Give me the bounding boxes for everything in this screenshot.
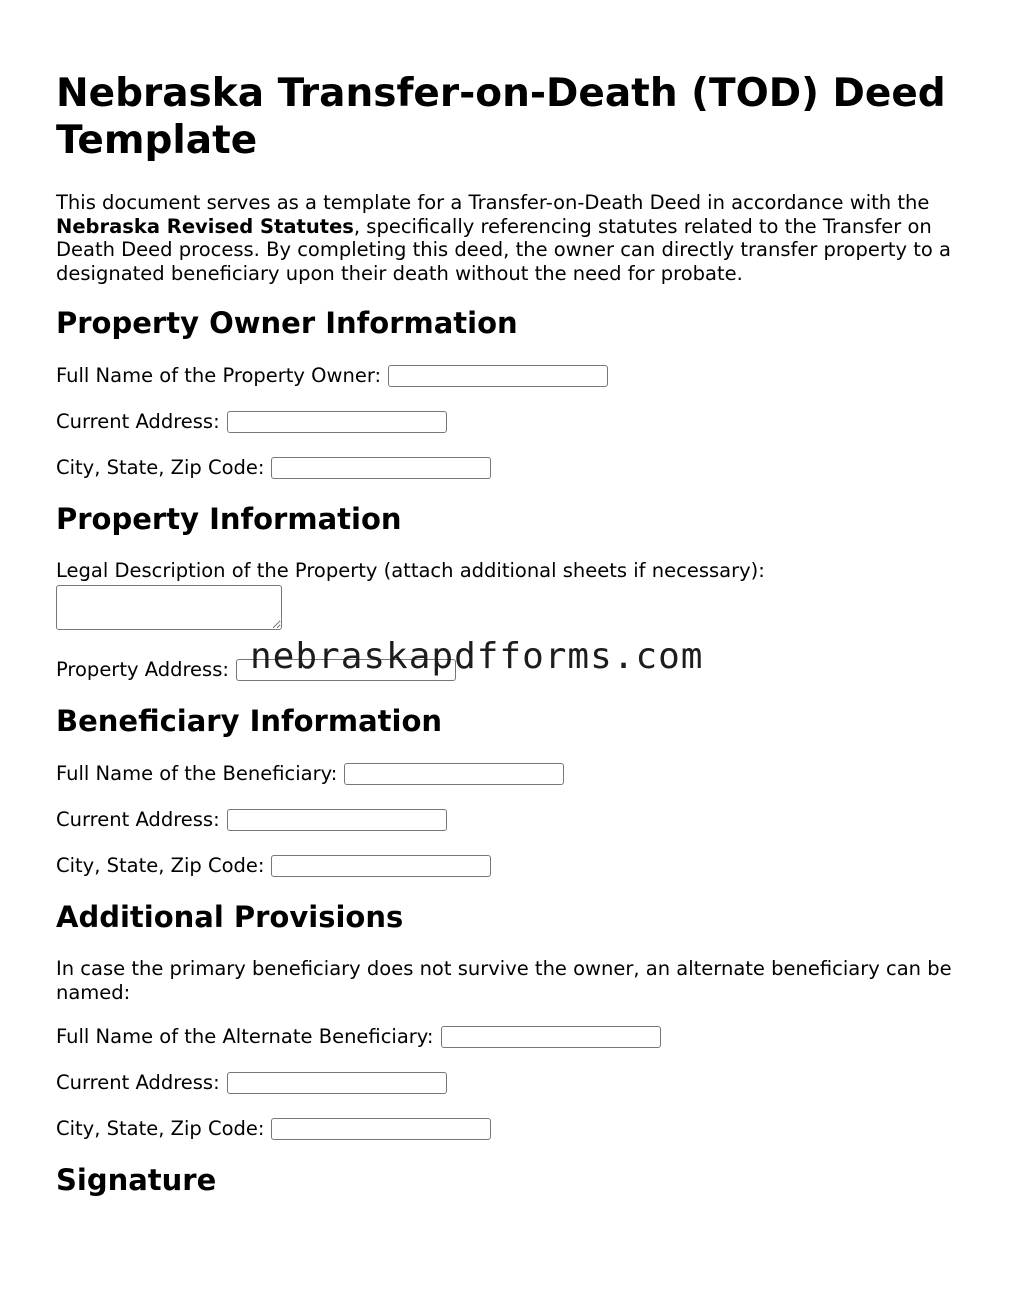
beneficiary-name-label: Full Name of the Beneficiary: xyxy=(56,762,338,785)
beneficiary-city-label: City, State, Zip Code: xyxy=(56,854,265,877)
alternate-name-row xyxy=(56,1024,966,1050)
beneficiary-city-row xyxy=(56,853,966,879)
owner-city-label: City, State, Zip Code: xyxy=(56,456,265,479)
beneficiary-address-row xyxy=(56,807,966,833)
intro-text-1: This document serves as a template for a Transfer-on-Death Deed in accordance with the xyxy=(56,191,930,214)
document-page xyxy=(56,70,966,1220)
alternate-address-input[interactable] xyxy=(227,1072,447,1094)
beneficiary-section xyxy=(56,703,966,879)
owner-name-row xyxy=(56,363,966,389)
property-address-label: Property Address: xyxy=(56,658,229,681)
provisions-heading: Additional Provisions xyxy=(56,900,404,934)
alternate-city-row xyxy=(56,1116,966,1142)
alternate-address-row xyxy=(56,1070,966,1096)
legal-description-textarea[interactable] xyxy=(56,585,282,630)
alternate-address-label: Current Address: xyxy=(56,1071,220,1094)
beneficiary-address-input[interactable] xyxy=(227,809,447,831)
owner-section xyxy=(56,305,966,481)
owner-city-input[interactable] xyxy=(271,457,491,479)
property-heading: Property Information xyxy=(56,502,402,536)
owner-heading: Property Owner Information xyxy=(56,306,518,340)
owner-name-input[interactable] xyxy=(388,365,608,387)
owner-address-input[interactable] xyxy=(227,411,447,433)
owner-address-row xyxy=(56,409,966,435)
property-address-row xyxy=(56,657,966,683)
alternate-name-input[interactable] xyxy=(441,1026,661,1048)
legal-description-label: Legal Description of the Property (attach additional sheets if necessary): xyxy=(56,559,765,582)
intro-text-2: , specifically referencing statutes related to the Transfer on Death Deed process. By completing this deed, the owner can directly transfer property to a designated beneficiary upon their death without the need for probate. xyxy=(56,214,951,285)
provisions-section xyxy=(56,899,966,1142)
owner-city-row xyxy=(56,455,966,481)
beneficiary-city-input[interactable] xyxy=(271,855,491,877)
provisions-text: In case the primary beneficiary does not survive the owner, an alternate beneficiary can be named: xyxy=(56,957,952,1004)
alternate-city-input[interactable] xyxy=(271,1118,491,1140)
property-address-input[interactable] xyxy=(236,659,456,681)
statute-name: Nebraska Revised Statutes xyxy=(56,214,354,238)
beneficiary-heading: Beneficiary Information xyxy=(56,704,443,738)
beneficiary-address-label: Current Address: xyxy=(56,808,220,831)
watermark: nebraskapdfforms.com xyxy=(250,636,704,677)
alternate-city-label: City, State, Zip Code: xyxy=(56,1117,265,1140)
beneficiary-name-input[interactable] xyxy=(344,763,564,785)
signature-section xyxy=(56,1162,966,1198)
beneficiary-name-row xyxy=(56,761,966,787)
alternate-name-label: Full Name of the Alternate Beneficiary: xyxy=(56,1025,434,1048)
intro-paragraph xyxy=(56,191,966,285)
signature-heading: Signature xyxy=(56,1163,217,1197)
property-section xyxy=(56,501,966,683)
owner-address-label: Current Address: xyxy=(56,410,220,433)
page-title: Nebraska Transfer-on-Death (TOD) Deed Template xyxy=(56,71,946,163)
owner-name-label: Full Name of the Property Owner: xyxy=(56,364,382,387)
